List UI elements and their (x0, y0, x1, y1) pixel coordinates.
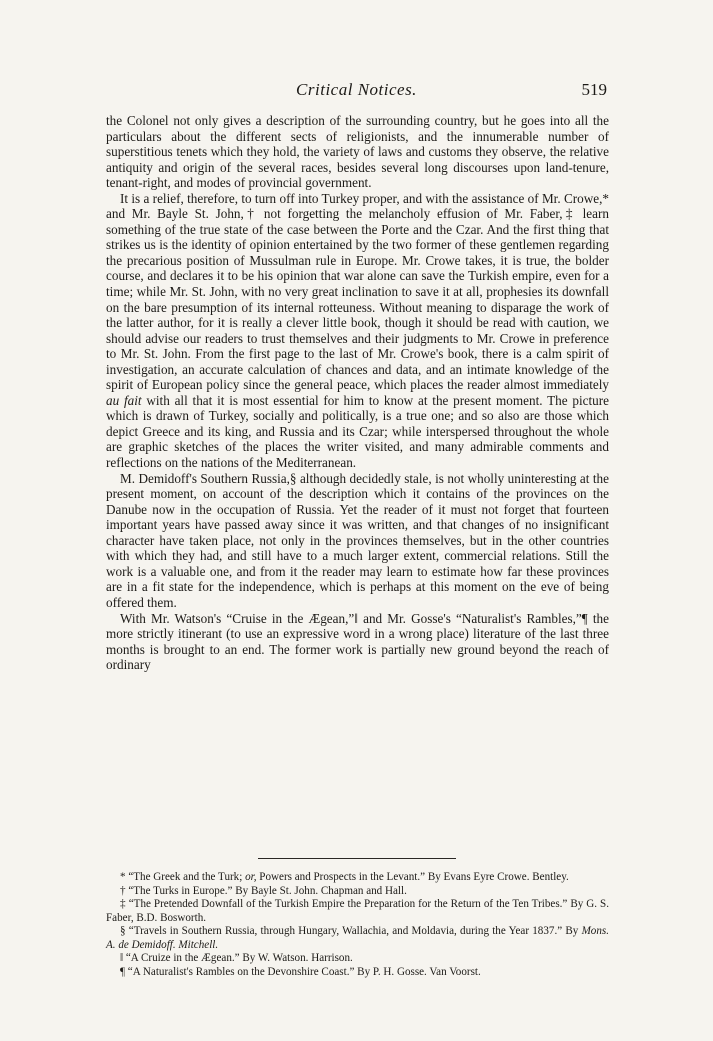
text-span: ‖ “A Cruize in the Ægean.” By W. Watson. Harrison. (120, 952, 353, 964)
text-span: with all that it is most essential for him to know at the present moment. The picture which is drawn of Turkey, socially and politically, is a true one; and so also are those which depict Greece and its king, and Russia and its Czar; while interspersed throughout the whole are graphic sketches of the places the writer visited, and many admirable comments and reflections on the nations of the Mediterranean. (106, 392, 609, 471)
page-number: 519 (581, 80, 607, 99)
text-span: With Mr. Watson's “Cruise in the Ægean,”‖ and Mr. Gosse's “Naturalist's Rambles,”¶ the more strictly itinerant (to use an expressive word in a wrong place) literature of the last three months is brought to an end. The former work is partially new ground beyond the reach of ordinary (106, 610, 609, 673)
footnote (106, 952, 609, 966)
footnote (106, 871, 609, 885)
running-title: Critical Notices. (296, 80, 417, 99)
footnote (106, 898, 609, 925)
text-span: § “Travels in Southern Russia, through Hungary, Wallachia, and Moldavia, during the Year 1837.” By (120, 925, 582, 937)
text-span: ¶ “A Naturalist's Rambles on the Devonshire Coast.” By P. H. Gosse. Van Voorst. (120, 965, 481, 978)
text-span: † “The Turks in Europe.” By Bayle St. John. Chapman and Hall. (120, 884, 407, 897)
footnotes (106, 871, 609, 979)
text-span: ‡ “The Pretended Downfall of the Turkish Empire the Preparation for the Return of the Ten Tribes.” By G. S. Faber, B.D. Bosworth. (106, 898, 609, 924)
body-text (106, 113, 609, 673)
text-span: It is a relief, therefore, to turn off into Turkey proper, and with the assistance of Mr. Crowe,* and Mr. Bayle St. John,† not forgetting the melancholy effusion of Mr. Faber,‡ learn something of the true state of the case between the Porte and the Czar. And the first thing that strikes us is the identity of opinion entertained by the two former of these gentlemen regarding the precarious position of Mussulman rule in Europe. Mr. Crowe takes, it is true, the bolder course, and declares it to be his opinion that war alone can save the Turkish empire, even for a time; while Mr. St. John, with no very great inclination to save it at all, prophesies its downfall on the bare presumption of its internal rotteuness. Without meaning to disparage the work of the latter author, for it is really a clever little book, though it should be read with caution, we should advise our readers to trust themselves and their judgments to Mr. Crowe in preference to Mr. St. John. From the first page to the last of Mr. Crowe's book, there is a calm spirit of investigation, an accurate calculation of chances and data, and an intimate knowledge of the spirit of European policy since the general peace, which places the reader almost immediately (106, 190, 609, 393)
footnote (106, 966, 609, 980)
italic-text: or, (245, 871, 257, 883)
italic-text: au fait (106, 392, 142, 408)
text-span: Powers and Prospects in the Levant.” By Evans Eyre Crowe. Bentley. (256, 871, 569, 883)
footnote (106, 925, 609, 952)
paragraph (106, 113, 609, 191)
footnote-divider (258, 858, 456, 859)
paragraph (106, 611, 609, 673)
italic-text: Mons. A. de Demidoff. Mitchell. (106, 925, 609, 951)
page-header (106, 80, 607, 102)
text-span: M. Demidoff's Southern Russia,§ although decidedly stale, is not wholly uninteresting at the present moment, on account of the description which it contains of the provinces on the Danube now in the occupation of Russia. Yet the reader of it must not forget that fourteen important years have passed away since it was written, and that changes of no insignificant character have taken place, not only in the provinces themselves, but in the other countries with which they had, and still have to a much larger extent, commercial relations. Still the work is a valuable one, and from it the reader may learn to estimate how far these provinces are in a fit state for the independence, which is perhaps at this moment on the eve of being offered them. (106, 470, 609, 610)
paragraph (106, 471, 609, 611)
text-span: the Colonel not only gives a description of the surrounding country, but he goes into all the particulars about the different sects of religionists, and the innumerable number of superstitious tenets which they hold, the variety of laws and customs they observe, the relative antiquity and origin of the several races, besides several long discourses upon land-tenure, tenant-right, and modes of provincial government. (106, 113, 609, 191)
text-span: * “The Greek and the Turk; (120, 871, 246, 883)
paragraph (106, 191, 609, 471)
footnote (106, 885, 609, 899)
